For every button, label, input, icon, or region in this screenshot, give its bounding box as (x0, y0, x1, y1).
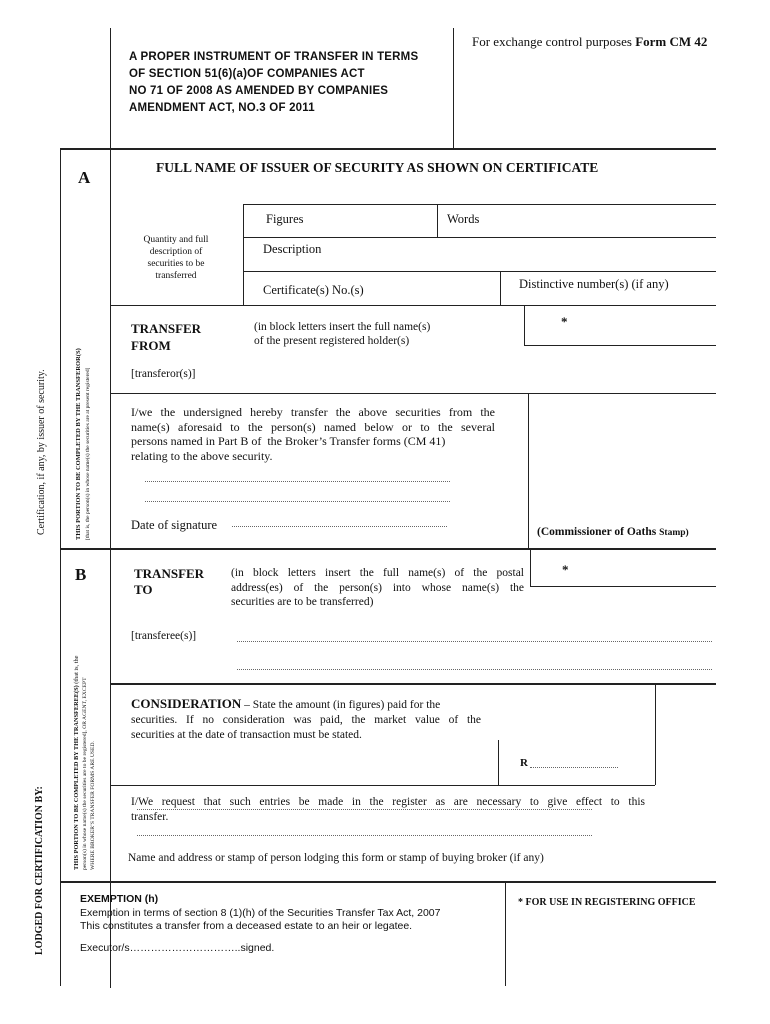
executor-signed: Executor/s…………………………..signed. (80, 941, 275, 954)
transfer-from-star: * (561, 314, 568, 329)
section-a-side-label (75, 310, 92, 540)
transfer-from-heading (131, 320, 201, 354)
commissioner-stamp-label (537, 526, 689, 538)
transfer-to-star-divider (530, 550, 531, 586)
section-b-side-label (73, 570, 97, 870)
declaration-line: relating to the above security. (131, 448, 273, 463)
consideration-line-2: securities. If no consideration was paid, the market value of the (131, 714, 481, 726)
date-line (232, 526, 447, 527)
signature-line-1 (145, 481, 450, 482)
registering-office-label: * FOR USE IN REGISTERING OFFICE (518, 897, 696, 908)
distinctive-number-label: Distinctive number(s) (if any) (519, 277, 669, 291)
inner-left-line (60, 148, 61, 986)
request-line: I/We request that such entries be made in the register as are necessary to give effect to this (131, 796, 645, 808)
transfer-to-note (231, 566, 524, 610)
title-line: AMENDMENT ACT, NO.3 OF 2011 (129, 102, 315, 114)
consideration-heading: CONSIDERATION (131, 696, 242, 711)
transfer-to-line: TO (134, 582, 153, 597)
side-label-b-bold: THIS PORTION TO BE COMPLETED BY THE TRANSFEREE(S) (73, 685, 80, 870)
declaration-line: name(s) aforesaid to the person(s) named below or to the several (131, 419, 495, 434)
exemption-divider (505, 883, 506, 986)
quantity-column-divider (243, 204, 244, 305)
transfer-from-note (254, 320, 430, 348)
title-line: A PROPER INSTRUMENT OF TRANSFER IN TERMS (129, 51, 419, 63)
lodged-for-certification-label: LODGED FOR CERTIFICATION BY: (34, 786, 45, 955)
side-label-b-line-2: person(s) in whose name(s) the securities are to be registered], OR AGENT, EXCEPT (82, 677, 88, 870)
left-frame-line (110, 28, 111, 988)
exemption-title: EXEMPTION (h) (80, 893, 159, 905)
section-a-letter: A (78, 168, 91, 187)
rand-box-left (498, 740, 499, 785)
quantity-line: description of (149, 247, 203, 257)
transfer-to-note-line: securities are to be transferred) (231, 596, 374, 608)
declaration-line: I/we the undersigned hereby transfer the above securities from the (131, 405, 495, 419)
issuer-heading: FULL NAME OF ISSUER OF SECURITY AS SHOWN ON CERTIFICATE (156, 160, 599, 175)
quantity-description-label (128, 234, 224, 282)
certificate-row-top (243, 271, 716, 272)
signature-line-2 (145, 501, 450, 502)
transferee-line-1 (237, 641, 712, 642)
transferor-bottom (110, 393, 716, 394)
stamp-label-main: (Commissioner of Oaths (537, 526, 657, 538)
transferee-label: [transferee(s)] (131, 630, 197, 642)
consideration-text (131, 696, 481, 743)
transfer-from-star-divider (524, 305, 525, 345)
transfer-to-note-line: (in block letters insert the full name(s) of the postal (231, 567, 524, 579)
words-label: Words (447, 212, 480, 226)
transfer-declaration (131, 405, 495, 463)
certificate-number-label: Certificate(s) No.(s) (263, 283, 364, 297)
side-label-small: [that is, the person(s) in whose name(s) the securities are at present registered] (84, 367, 91, 540)
description-row-top (243, 237, 716, 238)
description-label: Description (263, 242, 322, 256)
section-b-top-rule (60, 548, 716, 550)
side-label-b-line-1 (73, 570, 81, 870)
exchange-control-note (472, 34, 707, 50)
register-request (131, 795, 645, 824)
side-label-bold: THIS PORTION TO BE COMPLETED BY THE TRANSFEROR(S) (75, 348, 82, 540)
transfer-from-line: TRANSFER (131, 321, 202, 336)
transfer-to-star: * (562, 562, 569, 577)
transfer-from-note-line: of the present registered holder(s) (254, 335, 410, 347)
stamp-label-small: Stamp) (659, 528, 689, 538)
exemption-line-2: This constitutes a transfer from a deceased estate to an heir or legatee. (80, 920, 413, 932)
consideration-bottom (110, 785, 655, 786)
transfer-from-note-line: (in block letters insert the full name(s) (254, 321, 431, 333)
lodger-line-2 (137, 835, 592, 836)
figures-words-divider (437, 204, 438, 237)
title-line: NO 71 OF 2008 AS AMENDED BY COMPANIES (129, 85, 389, 97)
figures-label: Figures (266, 212, 304, 226)
quantity-line: Quantity and full (143, 235, 209, 245)
section-b-letter: B (75, 565, 87, 584)
form-id: Form CM 42 (635, 34, 708, 49)
exemption-block (80, 893, 440, 955)
exemption-line-1: Exemption in terms of section 8 (1)(h) of the Securities Transfer Tax Act, 2007 (80, 906, 441, 919)
rand-amount-label: R (520, 757, 528, 769)
date-of-signature-label: Date of signature (131, 518, 218, 532)
document-title (129, 49, 418, 117)
declaration-line: persons named in Part B of the Broker’s Transfer forms (CM 41) (131, 434, 446, 448)
certificate-divider (500, 271, 501, 305)
lodger-label: Name and address or stamp of person lodging this form or stamp of buying broker (if any) (128, 852, 544, 864)
side-label-b-tail: (that is, the (73, 655, 80, 684)
stamp-box-left (528, 393, 529, 548)
certification-note: Certification, if any, by issuer of security. (36, 369, 47, 535)
transfer-from-line: FROM (131, 338, 171, 353)
section-a-top-rule (60, 148, 716, 150)
request-line: transfer. (131, 810, 169, 823)
consideration-line-3: securities at the date of transaction must be stated. (131, 729, 362, 741)
exemption-top-rule (60, 881, 716, 883)
transfer-to-line: TRANSFER (134, 566, 205, 581)
transfer-from-top (110, 305, 716, 306)
figures-row-top (243, 204, 716, 205)
transfer-to-star-bottom (530, 586, 716, 587)
exchange-note-text: For exchange control purposes (472, 34, 632, 49)
consideration-top-rule (110, 683, 716, 685)
quantity-line: securities to be (147, 259, 205, 269)
transfer-to-note-line: address(es) of the person(s) into whose name(s) the (231, 581, 524, 594)
rand-box-right (655, 685, 656, 785)
rand-amount-line (530, 767, 618, 768)
side-label-b-line-3: WHERE BROKER’S TRANSFER FORMS ARE USED. (90, 741, 96, 870)
consideration-line (131, 696, 481, 713)
quantity-line: transferred (155, 271, 197, 281)
header-divider-line (453, 28, 454, 148)
transferee-line-2 (237, 669, 712, 670)
consideration-line-1: – State the amount (in figures) paid for the (241, 699, 441, 711)
title-line: OF SECTION 51(6)(a)OF COMPANIES ACT (129, 68, 365, 80)
transferor-label: [transferor(s)] (131, 368, 196, 380)
transfer-to-heading (134, 566, 204, 598)
star-box-bottom (524, 345, 716, 346)
